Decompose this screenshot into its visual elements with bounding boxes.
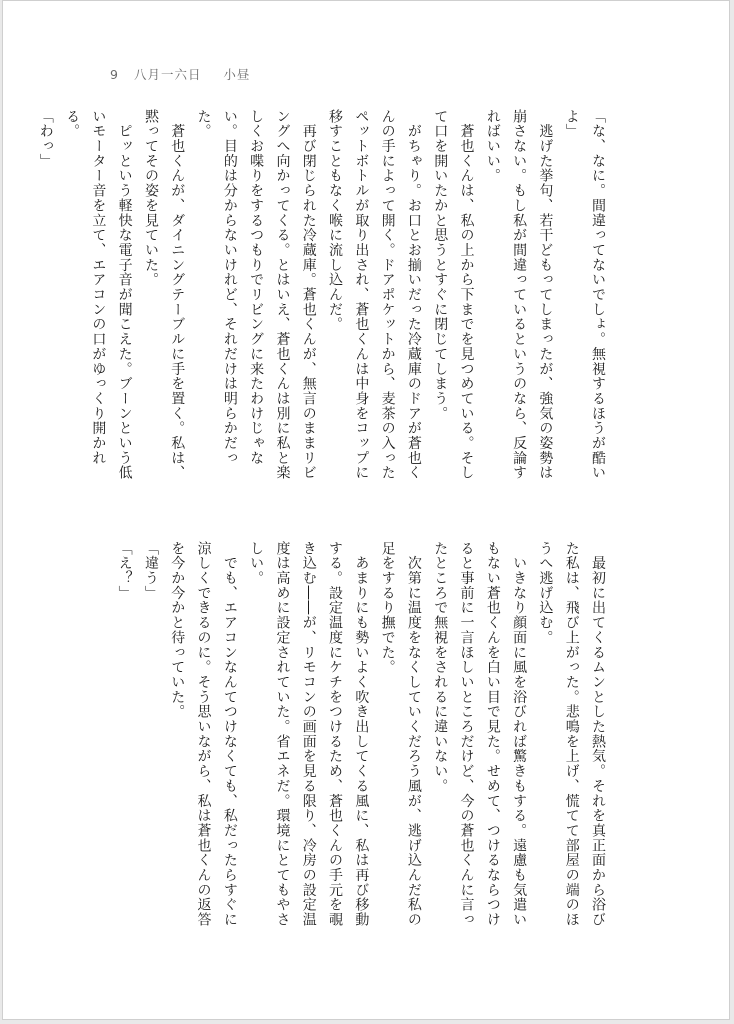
paragraph: がちゃり。お口とお揃いだった冷蔵庫のドアが蒼也くんの手によって開く。ドアポケットから、麦茶の入ったペットボトルが取り出され、蒼也くんは中身をコップに移すこともなく喉に流し込んだ。: [327, 109, 422, 481]
book-page: [2, 0, 730, 1020]
running-header: [110, 65, 250, 83]
paragraph: 「な、なに。間違ってないでしょ。無視するほうが酷いよ」: [563, 109, 606, 481]
section-title: 小昼: [223, 67, 251, 82]
paragraph: 逃げた挙句、若干どもってしまったが、強気の姿勢は崩さない。もし私が間違っているというのなら、反論すればいい。: [484, 109, 554, 481]
chapter-title: 八月一六日: [133, 67, 202, 82]
paragraph: 蒼也くんが、ダイニングテーブルに手を置く。私は、黙ってその姿を見ていた。: [142, 109, 186, 481]
paragraph: でも、エアコンなんてつけなくても、私だったらすぐに涼しくできるのに。そう思いながら、私は蒼也くんの返答を今か今かと待っていた。: [169, 541, 238, 928]
paragraph: 「わっ」: [37, 109, 54, 169]
lower-text-block: [83, 541, 611, 941]
paragraph: いきなり顔面に風を浴びれば驚きもする。遠慮も気遣いもない蒼也くんを白い目で見た。せめて、つけるならつけると事前に一言ほしいところだけど、今の蒼也くんに言ったところで無視をされるに違いない。: [432, 541, 528, 928]
page-number: 9: [110, 67, 119, 82]
paragraph: 最初に出てくるムンとした熱気。それを真正面から浴びた私は、飛び上がった。悲鳴を上げ、慌てて部屋の端のほうへ逃げ込む。: [537, 541, 606, 928]
paragraph: 「え？」: [116, 541, 133, 601]
paragraph: 次第に温度をなくしていくだろう風が、逃げ込んだ私の足をするり撫でた。: [379, 541, 422, 928]
paragraph: あまりにも勢いよく吹き出してくる風に、私は再び移動する。設定温度にケチをつけるため、蒼也くんの手元を覗き込む――が、リモコンの画面を見る限り、冷房の設定温度は高めに設定されていた。省エネだ。環境にとてもやさしい。: [248, 541, 370, 928]
paragraph: ピッという軽快な電子音が聞こえた。ブーンという低いモーター音を立て、エアコンの口がゆっくり開かれる。: [64, 109, 133, 481]
upper-text-block: [37, 109, 611, 495]
paragraph: 「違う」: [142, 541, 159, 601]
paragraph: 蒼也くんは、私の上から下までを見つめている。そして口を開いたかと思うとすぐに閉じてしまう。: [432, 109, 475, 481]
paragraph: 再び閉じられた冷蔵庫。蒼也くんが、無言のままリビングへ向かってくる。とはいえ、蒼也くんは別に私と楽しくお喋りをするつもりでリビングに来たわけじゃない。目的は分からないけれど、それだけは明らかだった。: [195, 109, 317, 481]
